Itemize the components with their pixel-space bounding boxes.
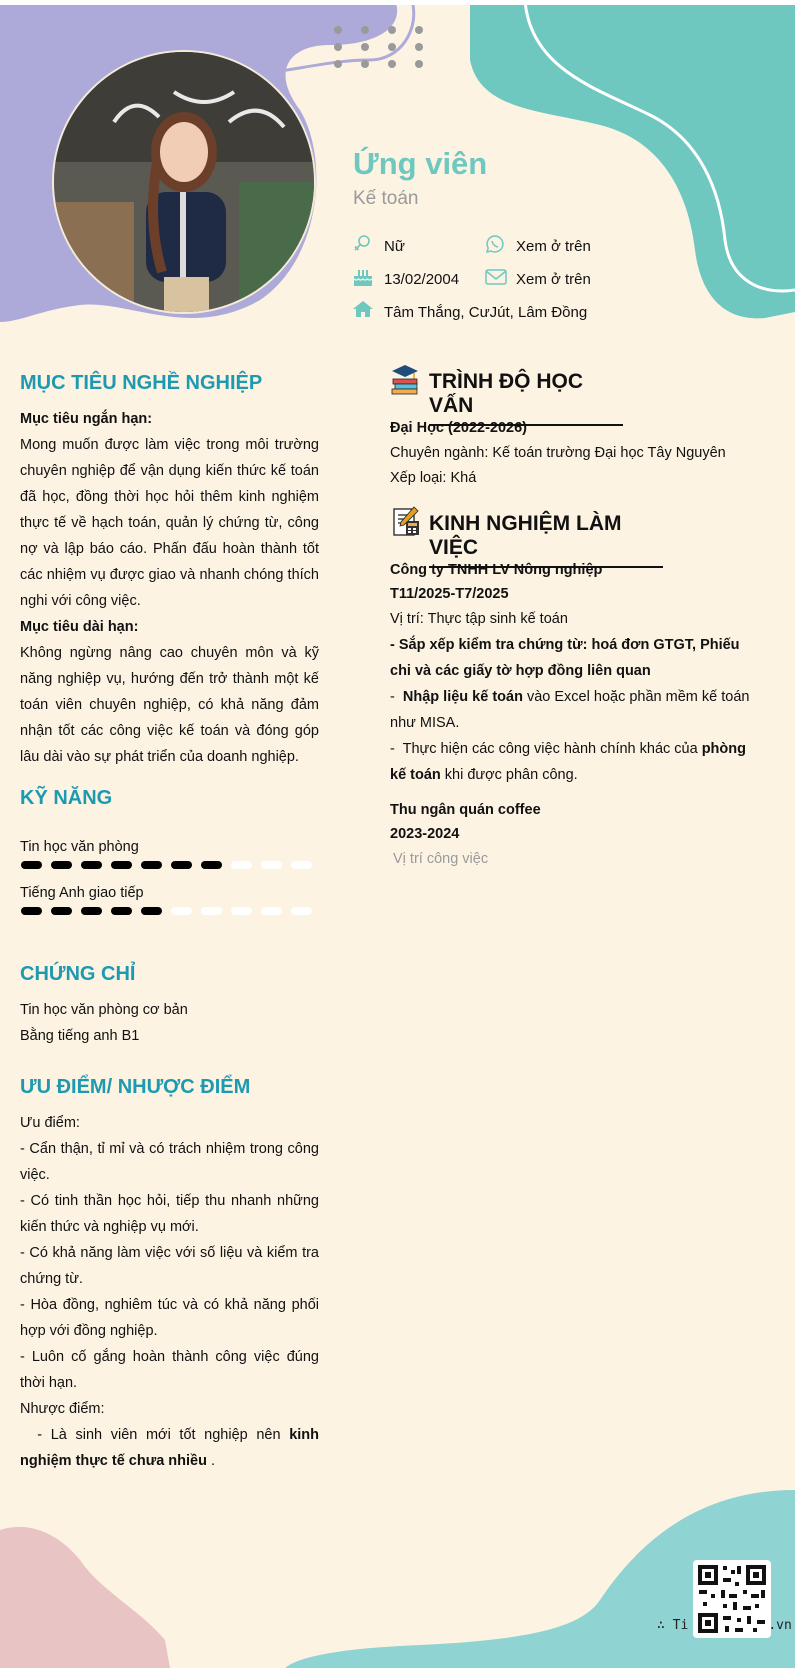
skill-level-bar	[20, 859, 320, 871]
job-period: T11/2025-T7/2025	[390, 586, 509, 602]
skill-dash-empty	[231, 907, 252, 915]
skills-heading: KỸ NĂNG	[20, 787, 113, 809]
birthdate-value: 13/02/2004	[384, 271, 460, 288]
job-duty-emphasis: Nhập liệu kế toán	[402, 689, 523, 705]
job-duty-emphasis: phòng kế toán	[390, 741, 751, 783]
skill-dash-empty	[261, 907, 282, 915]
certificates-heading: CHỨNG CHỈ	[20, 963, 136, 985]
skill-name: Tin học văn phòng	[20, 839, 139, 855]
pros-item: - Hòa đồng, nghiêm túc và có khả năng phối hợp với đồng nghiệp.	[20, 1297, 319, 1339]
books-graduation-cap-icon	[390, 364, 420, 396]
cons-item	[20, 1422, 324, 1474]
job-duty-suffix: khi được phân công.	[440, 767, 578, 783]
skill-dash-filled	[21, 907, 42, 915]
email-value[interactable]: Xem ở trên	[516, 271, 591, 288]
job-duty-prefix: -	[390, 689, 403, 705]
skill-dash-empty	[291, 861, 312, 869]
job-company: Thu ngân quán coffee	[390, 802, 541, 818]
pros-label: Ưu điểm:	[20, 1115, 80, 1131]
birthday-cake-icon	[352, 267, 374, 287]
skill-dash-filled	[201, 861, 222, 869]
cons-suffix: .	[206, 1453, 216, 1469]
job-duty	[390, 736, 760, 788]
notepad-calculator-icon	[390, 505, 422, 537]
skill-dash-filled	[81, 907, 102, 915]
candidate-name: Ứng viên	[353, 146, 488, 181]
education-grade: Xếp loại: Khá	[390, 470, 477, 486]
skill-dash-filled	[141, 861, 162, 869]
job-position: Vị trí: Thực tập sinh kế toán	[390, 611, 568, 627]
skill-dash-empty	[261, 861, 282, 869]
skill-dash-filled	[51, 861, 72, 869]
job-duty: - Sắp xếp kiểm tra chứng từ: hoá đơn GTGT, Phiếu chi và các giấy tờ hợp đồng liên quan	[390, 637, 740, 679]
skill-dash-filled	[171, 861, 192, 869]
certificate-item: Tin học văn phòng cơ bản	[20, 1002, 188, 1018]
envelope-icon	[485, 268, 507, 286]
watermark-text: ∴ Ti	[657, 1618, 689, 1633]
skill-dash-filled	[21, 861, 42, 869]
watermark	[657, 1618, 792, 1633]
whatsapp-phone-icon	[485, 234, 505, 254]
skill-name: Tiếng Anh giao tiếp	[20, 885, 144, 901]
experience-heading: KINH NGHIỆM LÀM VIỆC	[429, 512, 663, 568]
job-position-placeholder: Vị trí công việc	[393, 851, 489, 867]
skill-dash-filled	[141, 907, 162, 915]
top-edge	[0, 0, 800, 5]
cons-label: Nhược điểm:	[20, 1401, 105, 1417]
pros-item: - Cẩn thận, tỉ mỉ và có trách nhiệm trong công việc.	[20, 1141, 319, 1183]
short-term-label: Mục tiêu ngắn hạn:	[20, 411, 153, 427]
job-company: Công ty TNHH LV Nông nghiệp	[390, 562, 603, 578]
education-school: Đại Học (2022-2026)	[390, 420, 528, 436]
job-duty	[390, 684, 760, 736]
female-symbol-icon	[352, 234, 372, 254]
job-period: 2023-2024	[390, 826, 460, 842]
watermark-tail: .vn	[768, 1618, 792, 1633]
home-icon	[352, 300, 374, 318]
job-duty-prefix: - Thực hiện các công việc hành chính khác của	[390, 741, 702, 757]
candidate-role: Kế toán	[353, 188, 419, 209]
phone-value[interactable]: Xem ở trên	[516, 238, 591, 255]
pros-item: - Có khả năng làm việc với số liệu và kiểm tra chứng từ.	[20, 1245, 319, 1287]
right-edge	[795, 0, 800, 1668]
long-term-text: Không ngừng nâng cao chuyên môn và kỹ năng nghiệp vụ, hướng đến trở thành một kế toán viên chuyên nghiệp, có khả năng đảm nhận tốt các công việc kế toán và đóng góp lâu dài vào sự phát triển của doanh nghiệp.	[20, 645, 319, 765]
cons-prefix: - Là sinh viên mới tốt nghiệp nên	[20, 1427, 290, 1443]
job-duty-suffix: vào Excel hoặc phần mềm kế toán như MISA.	[390, 689, 754, 731]
objective-heading: MỤC TIÊU NGHỀ NGHIỆP	[20, 372, 263, 394]
skill-dash-filled	[81, 861, 102, 869]
cons-emphasis: kinh nghiệm thực tế chưa nhiều	[20, 1427, 324, 1469]
skill-level-bar	[20, 905, 320, 917]
skill-dash-empty	[231, 861, 252, 869]
pros-cons-heading: ƯU ĐIỂM/ NHƯỢC ĐIỂM	[20, 1076, 251, 1098]
short-term-text: Mong muốn được làm việc trong môi trường chuyên nghiệp để vận dụng kiến thức kế toán đã học, đồng thời học hỏi thêm kinh nghiệm thực tế về hạch toán, quản lý chứng từ, công nợ và lập báo cáo. Phấn đấu hoàn thành tốt các nhiệm vụ được giao và nhanh chóng thích nghi với công việc.	[20, 437, 319, 609]
profile-photo	[52, 50, 316, 314]
skill-dash-empty	[201, 907, 222, 915]
long-term-label: Mục tiêu dài hạn:	[20, 619, 139, 635]
certificate-item: Bằng tiếng anh B1	[20, 1028, 140, 1044]
education-major: Chuyên ngành: Kế toán trường Đại học Tây Nguyên	[390, 445, 726, 461]
skill-dash-filled	[111, 861, 132, 869]
address-value: Tâm Thắng, CưJút, Lâm Đồng	[384, 304, 588, 321]
skill-dash-filled	[51, 907, 72, 915]
skill-dash-empty	[291, 907, 312, 915]
pros-item: - Luôn cố gắng hoàn thành công việc đúng thời hạn.	[20, 1349, 319, 1391]
education-heading: TRÌNH ĐỘ HỌC VẤN	[429, 370, 623, 426]
skill-dash-filled	[111, 907, 132, 915]
pros-item: - Có tinh thần học hỏi, tiếp thu nhanh những kiến thức và nghiệp vụ mới.	[20, 1193, 319, 1235]
skill-dash-empty	[171, 907, 192, 915]
gender-value: Nữ	[384, 238, 405, 255]
